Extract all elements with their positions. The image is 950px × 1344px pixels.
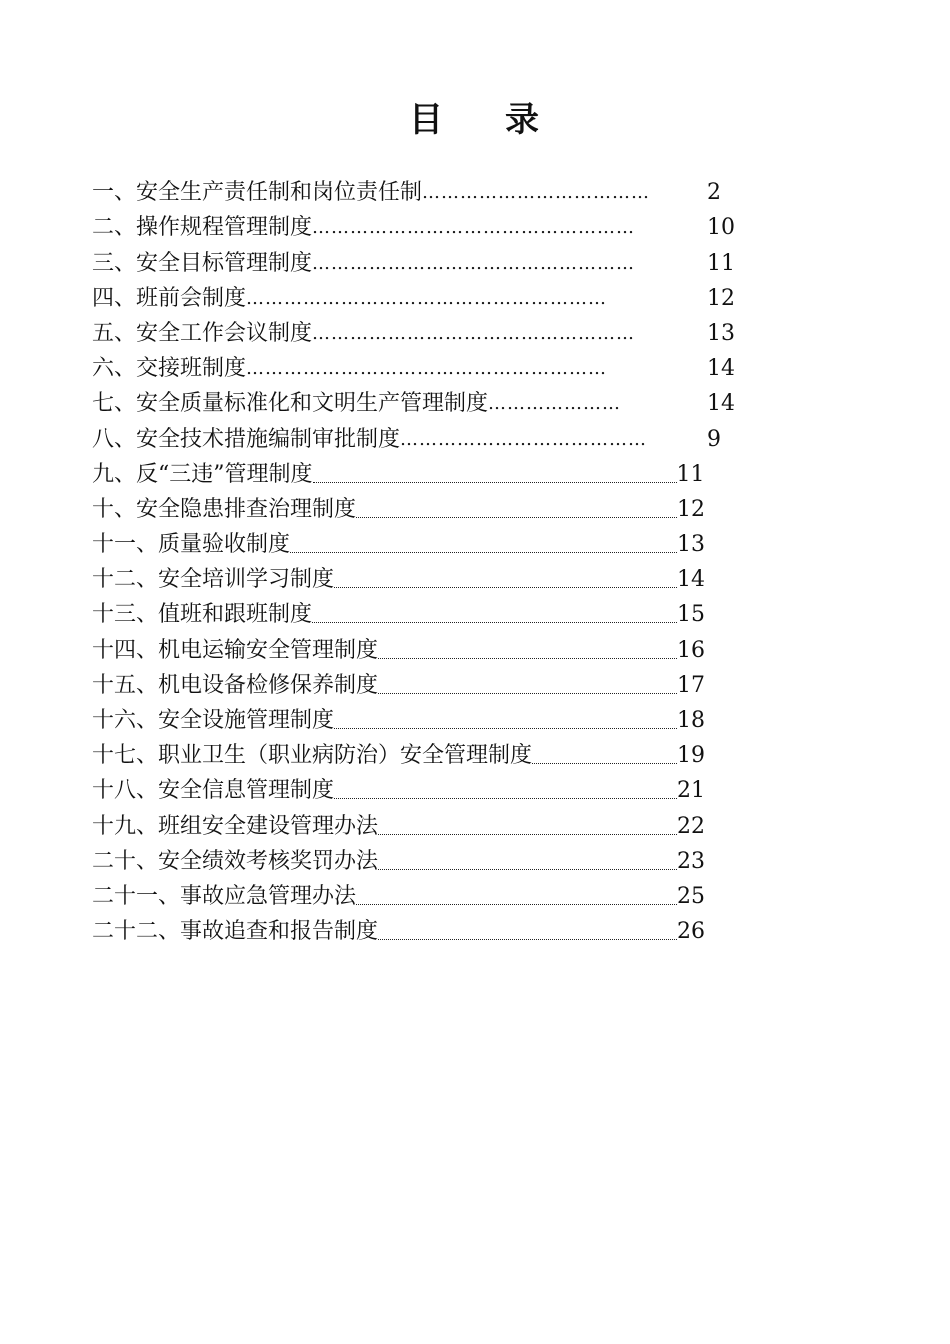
toc-entry-label: 三、安全目标管理制度 — [92, 250, 313, 276]
toc-entry-page-number: 9 — [707, 426, 722, 452]
toc-entry[interactable] — [92, 735, 772, 770]
toc-entry-leader: …………………………………………… — [312, 322, 636, 344]
toc-entry-leader-line — [356, 517, 677, 518]
toc-entry-leader-line — [356, 904, 677, 905]
toc-entry[interactable] — [92, 841, 772, 876]
toc-entry-label: 五、安全工作会议制度 — [92, 320, 313, 346]
toc-entry-leader-line — [334, 728, 677, 729]
toc-entry-label: 二十一、事故应急管理办法 — [92, 883, 357, 909]
toc-entry[interactable] — [92, 911, 772, 946]
toc-entry-leader-line — [378, 658, 677, 659]
toc-entry-label: 十七、职业卫生（职业病防治）安全管理制度 — [92, 743, 533, 769]
toc-entry-page-number: 16 — [677, 637, 706, 663]
toc-entry-leader: …………………………………………… — [312, 217, 636, 239]
toc-entry-page-number: 14 — [677, 567, 706, 593]
toc-entry-page-number: 13 — [707, 320, 736, 346]
toc-entry[interactable] — [92, 454, 772, 489]
toc-entry-leader-line — [313, 482, 677, 483]
toc-entry-label: 九、反“三违”管理制度 — [92, 461, 313, 487]
toc-entry-page-number: 17 — [677, 672, 706, 698]
toc-entry[interactable] — [92, 348, 772, 383]
toc-entry-leader: ………………………………………………… — [246, 358, 608, 380]
toc-entry-leader-line — [378, 834, 677, 835]
toc-entry[interactable] — [92, 278, 772, 313]
toc-entry[interactable] — [92, 559, 772, 594]
toc-entry[interactable] — [92, 876, 772, 911]
toc-entry-page-number: 12 — [677, 496, 706, 522]
toc-entry-label: 十八、安全信息管理制度 — [92, 778, 335, 804]
toc-entry[interactable] — [92, 770, 772, 805]
title-char-2: 录 — [505, 100, 541, 140]
toc-entry-page-number: 19 — [677, 743, 706, 769]
toc-entry-leader-line — [378, 869, 677, 870]
table-of-contents — [92, 172, 772, 946]
toc-entry[interactable] — [92, 524, 772, 559]
toc-entry-page-number: 18 — [677, 708, 706, 733]
toc-entry-leader-line — [334, 798, 677, 799]
toc-entry-page-number: 2 — [707, 180, 722, 206]
toc-title — [0, 92, 950, 141]
toc-entry[interactable] — [92, 489, 772, 524]
toc-entry-label: 十五、机电设备检修保养制度 — [92, 672, 379, 698]
toc-entry-label: 七、安全质量标准化和文明生产管理制度 — [92, 391, 489, 417]
toc-entry-label: 二十、安全绩效考核奖罚办法 — [92, 848, 379, 874]
toc-entry-page-number: 23 — [677, 848, 706, 874]
title-char-1: 目 — [409, 100, 445, 140]
toc-entry[interactable] — [92, 313, 772, 348]
toc-entry-page-number: 12 — [707, 285, 736, 311]
toc-entry-label: 十四、机电运输安全管理制度 — [92, 637, 379, 663]
toc-entry-page-number: 10 — [707, 215, 736, 241]
toc-entry-leader: ………………… — [488, 393, 622, 415]
toc-entry[interactable] — [92, 629, 772, 664]
toc-entry[interactable] — [92, 418, 772, 453]
toc-entry-page-number: 22 — [677, 813, 706, 839]
toc-entry-label: 十、安全隐患排查治理制度 — [92, 496, 357, 522]
toc-entry-page-number: 11 — [707, 250, 736, 276]
toc-entry-leader-line — [334, 587, 677, 588]
toc-entry-page-number: 14 — [707, 356, 736, 382]
toc-entry-label: 六、交接班制度 — [92, 356, 247, 382]
toc-entry-label: 一、安全生产责任制和岗位责任制 — [92, 180, 423, 206]
toc-entry-page-number: 25 — [677, 883, 706, 909]
toc-entry-label: 十一、质量验收制度 — [92, 532, 291, 558]
toc-entry-page-number: 15 — [677, 602, 706, 628]
toc-entry-label: 十二、安全培训学习制度 — [92, 567, 335, 593]
toc-entry-label: 二十二、事故追查和报告制度 — [92, 919, 379, 945]
toc-entry[interactable] — [92, 700, 772, 735]
toc-entry-leader-line — [312, 622, 677, 623]
toc-entry-page-number: 11 — [676, 461, 705, 487]
toc-entry-page-number: 26 — [677, 919, 706, 945]
toc-entry[interactable] — [92, 383, 772, 418]
toc-entry[interactable] — [92, 242, 772, 277]
toc-entry-label: 十九、班组安全建设管理办法 — [92, 813, 379, 839]
toc-entry-leader: ………………………………… — [400, 428, 648, 450]
toc-entry-page-number: 21 — [677, 778, 706, 804]
toc-entry-label: 二、操作规程管理制度 — [92, 215, 313, 241]
toc-entry-leader-line — [290, 552, 677, 553]
toc-entry[interactable] — [92, 665, 772, 700]
toc-entry-label: 十六、安全设施管理制度 — [92, 708, 335, 733]
toc-entry-leader: …………………………………………… — [312, 252, 636, 274]
toc-entry-leader-line — [532, 763, 677, 764]
toc-entry-leader-line — [378, 939, 677, 940]
toc-entry[interactable] — [92, 594, 772, 629]
toc-entry-page-number: 14 — [707, 391, 736, 417]
toc-entry-leader-line — [378, 693, 677, 694]
toc-entry[interactable] — [92, 207, 772, 242]
toc-entry[interactable] — [92, 172, 772, 207]
toc-entry-label: 四、班前会制度 — [92, 285, 247, 311]
toc-entry-label: 八、安全技术措施编制审批制度 — [92, 426, 401, 452]
toc-entry[interactable] — [92, 805, 772, 840]
toc-entry-leader: ………………………………………………… — [246, 287, 608, 309]
toc-entry-page-number: 13 — [677, 532, 706, 558]
toc-entry-label: 十三、值班和跟班制度 — [92, 602, 313, 628]
toc-entry-leader: ……………………………… — [422, 182, 651, 204]
